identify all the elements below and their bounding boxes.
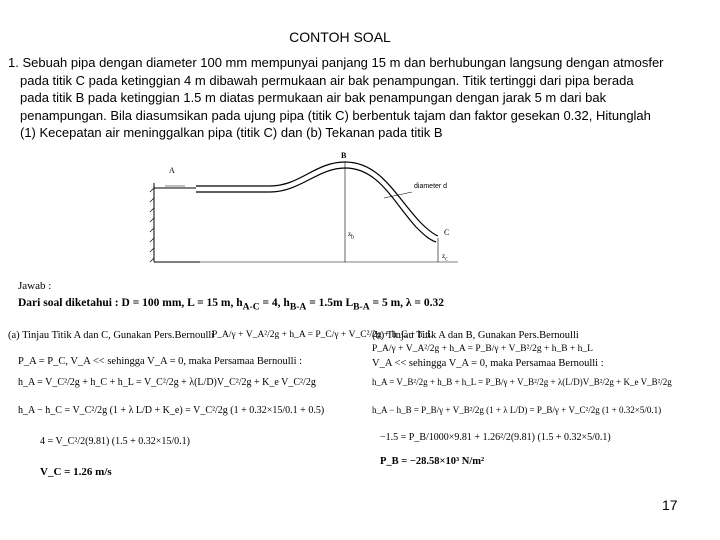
- problem-line: (1) Kecepatan air meninggalkan pipa (titik C) dan (b) Tekanan pada titik B: [20, 125, 443, 140]
- zc-label-sub: c: [445, 256, 448, 263]
- answer-label: Jawab :: [18, 280, 52, 292]
- zc-label-main: z: [442, 252, 446, 260]
- part-a-heading: (a) Tinjau Titik A dan C, Gunakan Pers.Bernoulli: [8, 330, 215, 341]
- given-part: = 5 m, λ = 0.32: [369, 297, 444, 309]
- part-b-line: h_A − h_B = P_B/γ + V_B²/2g (1 + λ L/D) = P_B/γ + V_C²/2g (1 + 0.32×5/0.1): [372, 405, 662, 415]
- diameter-label: diameter d: [414, 183, 448, 190]
- part-a-result: V_C = 1.26 m/s: [40, 466, 112, 478]
- pipe-outer: [196, 162, 438, 236]
- part-b-line: −1.5 = P_B/1000×9.81 + 1.26²/2(9.81) (1.5 + 0.32×5/0.1): [380, 432, 611, 443]
- part-b-line: h_A = V_B²/2g + h_B + h_L = P_B/γ + V_B²/2g + λ(L/D)V_B²/2g + K_e V_B²/2g: [372, 377, 672, 387]
- zb-label: [348, 230, 354, 240]
- point-a-label: A: [169, 166, 175, 175]
- part-a-line: P_A = P_C, V_A << sehingga V_A = 0, maka Persamaa Bernoulli :: [18, 356, 303, 367]
- pipe-inner: [196, 168, 436, 242]
- part-a-line: 4 = V_C²/2(9.81) (1.5 + 0.32×15/0.1): [40, 436, 191, 447]
- given-part: = 1.5m L: [306, 297, 354, 309]
- problem-line: pada titik C pada ketinggian 4 m dibawah permukaan air bak penampungan. Titik tertinggi dari pipa berada: [20, 72, 634, 88]
- wall-hatching: [150, 188, 154, 262]
- part-b-heading: (b) Tinjau Titik A dan B, Gunakan Pers.Bernoulli: [372, 330, 579, 341]
- zb-label-main: z: [348, 230, 352, 238]
- part-a-line: h_A − h_C = V_C²/2g (1 + λ L/D + K_e) = V_C²/2g (1 + 0.32×15/0.1 + 0.5): [18, 405, 325, 416]
- page-title: CONTOH SOAL: [289, 29, 391, 45]
- problem-line: pada titik B pada ketinggian 1.5 m diatas permukaan air bak penampungan dengan jarak 5 m dari bak: [20, 90, 607, 105]
- part-b-equation: P_A/γ + V_A²/2g + h_A = P_B/γ + V_B²/2g + h_B + h_L: [372, 344, 593, 354]
- part-b-line: V_A << sehingga V_A = 0, maka Persamaa Bernoulli :: [372, 358, 604, 369]
- given-data: [18, 297, 444, 312]
- given-sub: A-C: [242, 301, 260, 313]
- point-b-label: B: [341, 151, 347, 160]
- problem-line: 1. Sebuah pipa dengan diameter 100 mm mempunyai panjang 15 m dan berhubungan langsung dengan atmosfer: [8, 55, 664, 70]
- part-a-equation: P_A/γ + V_A²/2g + h_A = P_C/γ + V_C²/2g + h_C + h_L: [212, 330, 433, 340]
- point-c-label: C: [444, 228, 450, 237]
- zb-label-sub: b: [351, 234, 355, 241]
- part-a-line: h_A = V_C²/2g + h_C + h_L = V_C²/2g + λ(L/D)V_C²/2g + K_e V_C²/2g: [18, 377, 316, 388]
- zc-label: [442, 252, 448, 262]
- given-sub: B-A: [353, 301, 370, 313]
- problem-line: penampungan. Bila diasumsikan pada ujung pipa (titik C) berbentuk tajam dan faktor gesekan 0.32, Hitunglah: [20, 107, 651, 123]
- given-part: = 4, h: [259, 297, 290, 309]
- page-number: 17: [662, 497, 678, 513]
- given-sub: B-A: [289, 301, 307, 313]
- given-part: Dari soal diketahui : D = 100 mm, L = 15 m, h: [18, 297, 243, 309]
- part-b-result: P_B = −28.58×10³ N/m²: [380, 456, 485, 467]
